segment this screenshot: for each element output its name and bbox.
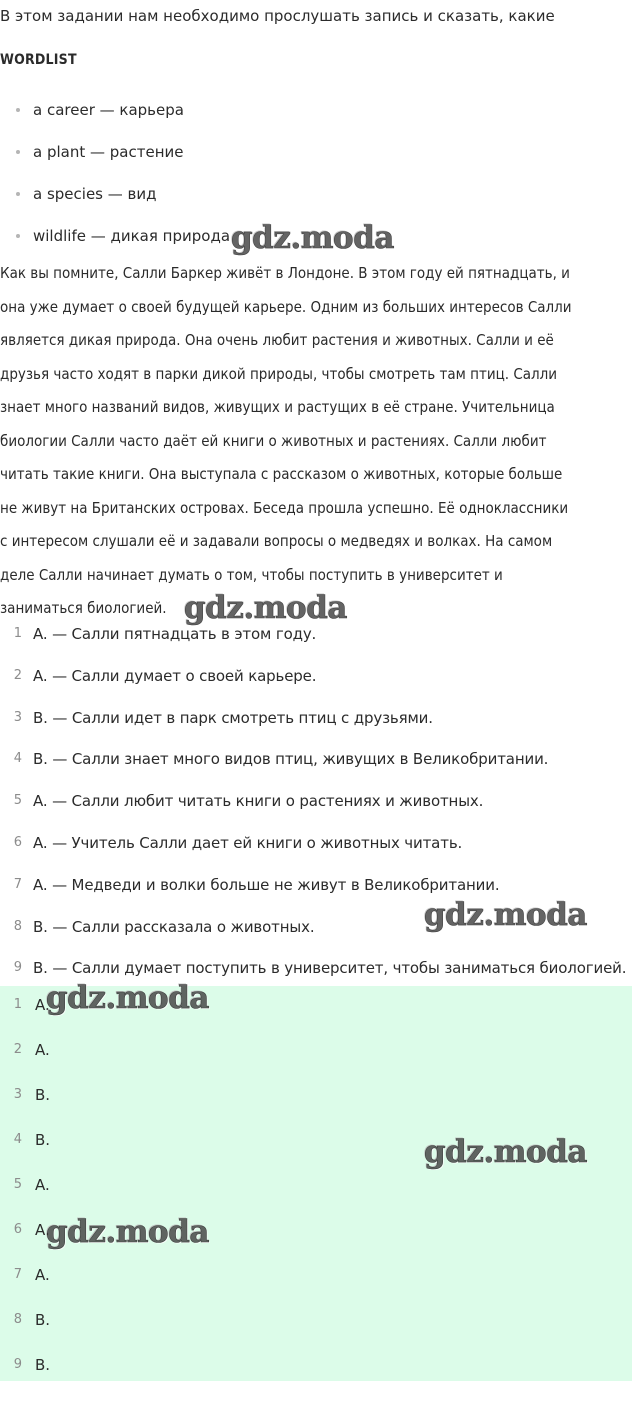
- wordlist-item: [0, 184, 230, 226]
- statement-item: [0, 708, 632, 750]
- statement-text: B. — Салли знает много видов птиц, живущих в Великобритании.: [33, 750, 549, 769]
- statement-number: 6: [13, 834, 22, 850]
- bullet-icon: [16, 234, 20, 238]
- statement-text: A. — Салли пятнадцать в этом году.: [33, 625, 317, 643]
- statement-text: A. — Учитель Салли дает ей книги о животных читать.: [33, 833, 463, 852]
- statement-number: 5: [13, 793, 22, 809]
- story-line: заниматься биологией.: [0, 599, 167, 617]
- answer-text: A.: [35, 1176, 50, 1194]
- wordlist-item-text: a plant — растение: [33, 143, 184, 161]
- bullet-icon: [16, 192, 20, 196]
- answer-number: 5: [13, 1177, 22, 1192]
- answer-text: A.: [35, 1266, 50, 1284]
- story-line: читать такие книги. Она выступала с рассказом о животных, которые больше: [0, 465, 563, 483]
- story-line: является дикая природа. Она очень любит растения и животных. Салли и её: [0, 331, 554, 349]
- story-line: биологии Салли часто даёт ей книги о животных и растениях. Салли любит: [0, 431, 547, 450]
- watermark: gdz.moda: [231, 220, 394, 256]
- answer-text: A.: [35, 996, 50, 1014]
- intro-text: В этом задании нам необходимо прослушать запись и сказать, какие: [0, 7, 555, 25]
- answer-block: [0, 986, 632, 1381]
- story-line: деле Салли начинает думать о том, чтобы поступить в университет и: [0, 565, 503, 584]
- story-line: она уже думает о своей будущей карьере. Одним из больших интересов Салли: [0, 297, 572, 316]
- statement-number: 2: [13, 667, 22, 683]
- statement-text: A. — Салли любит читать книги о растениях и животных.: [33, 792, 484, 811]
- wordlist-item-text: wildlife — дикая природа: [33, 227, 231, 245]
- statements-list: [0, 624, 632, 1000]
- watermark: gdz.moda: [46, 980, 209, 1016]
- wordlist-item-text: a species — вид: [33, 185, 157, 203]
- answer-item: [0, 1085, 632, 1130]
- watermark: gdz.moda: [184, 590, 347, 626]
- statement-text: B. — Салли рассказала о животных.: [33, 917, 315, 936]
- bullet-icon: [16, 108, 20, 112]
- wordlist-title: WORDLIST: [0, 52, 77, 68]
- watermark: gdz.moda: [46, 1214, 209, 1250]
- statement-number: 3: [13, 709, 22, 725]
- statement-text: A. — Медведи и волки больше не живут в Великобритании.: [33, 875, 500, 894]
- wordlist: [0, 100, 230, 268]
- story-line: не живут на Британских островах. Беседа прошла успешно. Её одноклассники: [0, 498, 569, 517]
- answer-number: 6: [13, 1222, 22, 1237]
- watermark: gdz.moda: [424, 897, 587, 933]
- statement-item: [0, 624, 632, 666]
- answer-text: B.: [35, 1086, 51, 1104]
- wordlist-item-text: a career — карьера: [33, 101, 184, 119]
- statement-item: [0, 666, 632, 708]
- answer-item: [0, 1040, 632, 1085]
- statement-number: 1: [13, 626, 22, 641]
- answer-number: 7: [13, 1267, 22, 1282]
- statement-text: B. — Салли думает поступить в университет, чтобы заниматься биологией.: [33, 959, 627, 978]
- statement-number: 9: [13, 960, 22, 976]
- answer-number: 1: [13, 997, 22, 1012]
- bullet-icon: [16, 150, 20, 154]
- answer-number: 8: [13, 1312, 22, 1327]
- story-paragraph: [0, 257, 632, 626]
- answer-number: 4: [13, 1132, 22, 1147]
- statement-number: 8: [13, 918, 22, 934]
- answer-text: A.: [35, 1221, 50, 1239]
- story-line: друзья часто ходят в парки дикой природы, чтобы смотреть там птиц. Салли: [0, 364, 558, 383]
- statement-number: 4: [13, 751, 22, 767]
- answer-number: 3: [13, 1087, 22, 1102]
- answers-list: [0, 995, 632, 1400]
- statement-text: A. — Салли думает о своей карьере.: [33, 666, 317, 685]
- watermark: gdz.moda: [424, 1134, 587, 1170]
- answer-number: 9: [13, 1357, 22, 1372]
- answer-item: [0, 1310, 632, 1355]
- statement-item: [0, 749, 632, 791]
- answer-text: B.: [35, 1311, 51, 1329]
- story-line: Как вы помните, Салли Баркер живёт в Лондоне. В этом году ей пятнадцать, и: [0, 264, 570, 282]
- statement-item: [0, 833, 632, 875]
- statement-text: B. — Салли идет в парк смотреть птиц с друзьями.: [33, 708, 433, 727]
- answer-item: [0, 1265, 632, 1310]
- story-line: с интересом слушали её и задавали вопросы о медведях и волках. На самом: [0, 532, 553, 550]
- answer-text: A.: [35, 1041, 50, 1059]
- wordlist-item: [0, 142, 230, 184]
- answer-text: B.: [35, 1356, 51, 1374]
- statement-number: 7: [13, 876, 22, 892]
- story-line: знает много названий видов, живущих и растущих в её стране. Учительница: [0, 398, 555, 416]
- answer-item: [0, 1355, 632, 1400]
- statement-item: [0, 791, 632, 833]
- wordlist-item: [0, 100, 230, 142]
- answer-text: B.: [35, 1131, 51, 1149]
- answer-number: 2: [13, 1042, 22, 1057]
